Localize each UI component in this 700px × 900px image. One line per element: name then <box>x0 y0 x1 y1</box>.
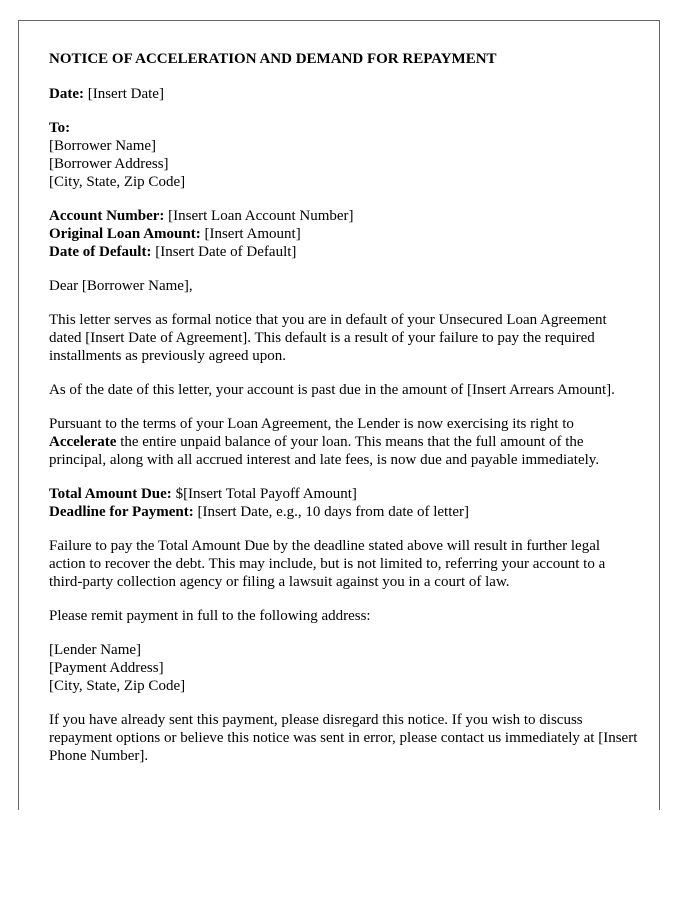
acceleration-bold-word: Accelerate <box>49 434 117 450</box>
deadline-value: [Insert Date, e.g., 10 days from date of letter] <box>193 504 470 520</box>
acceleration-text-start: Pursuant to the terms of your Loan Agreement, the Lender is now exercising its right to <box>49 416 574 432</box>
account-details <box>49 207 639 261</box>
recipient-address: [Borrower Address] <box>49 156 169 172</box>
salutation: Dear [Borrower Name], <box>49 278 193 294</box>
lender-name: [Lender Name] <box>49 642 142 658</box>
recipient-name: [Borrower Name] <box>49 138 157 154</box>
letter-page <box>18 20 660 810</box>
total-due-value: $[Insert Total Payoff Amount] <box>171 486 357 502</box>
date-line <box>49 85 639 103</box>
deadline-label: Deadline for Payment: <box>49 504 194 520</box>
total-due-label: Total Amount Due: <box>49 486 172 502</box>
paragraph-contact: If you have already sent this payment, please disregard this notice. If you wish to discuss repayment options or believe this notice was sent in error, please contact us immediately at [Insert Phone Number]. <box>49 712 638 764</box>
recipient-city: [City, State, Zip Code] <box>49 174 186 190</box>
recipient-block <box>49 119 639 191</box>
paragraph-default-notice: This letter serves as formal notice that you are in default of your Unsecured Loan Agreement dated [Insert Date of Agreement]. This default is a result of your failure to pay the required installments as previously agreed upon. <box>49 312 607 364</box>
letter-body <box>49 50 639 781</box>
payment-city: [City, State, Zip Code] <box>49 678 186 694</box>
paragraph-legal-action: Failure to pay the Total Amount Due by the deadline stated above will result in further legal action to recover the debt. This may include, but is not limited to, referring your account to a third-party collection agency or filing a lawsuit against you in a court of law. <box>49 538 606 590</box>
default-date-label: Date of Default: <box>49 244 152 260</box>
date-value: [Insert Date] <box>83 86 164 102</box>
default-date-value: [Insert Date of Default] <box>151 244 297 260</box>
original-amount-value: [Insert Amount] <box>200 226 301 242</box>
remit-address-block <box>49 641 639 695</box>
original-amount-line <box>49 225 639 243</box>
default-date-line <box>49 243 639 261</box>
payment-address: [Payment Address] <box>49 660 164 676</box>
total-due-line <box>49 485 639 503</box>
paragraph-acceleration <box>49 415 639 469</box>
acceleration-text-end: the entire unpaid balance of your loan. This means that the full amount of the principal, along with all accrued interest and late fees, is now due and payable immediately. <box>49 434 600 468</box>
account-number-line <box>49 207 639 225</box>
to-label: To: <box>49 120 71 136</box>
paragraph-past-due: As of the date of this letter, your account is past due in the amount of [Insert Arrears Amount]. <box>49 382 615 398</box>
date-label: Date: <box>49 86 84 102</box>
letter-title: NOTICE OF ACCELERATION AND DEMAND FOR REPAYMENT <box>49 51 497 67</box>
paragraph-remit-instruction: Please remit payment in full to the following address: <box>49 608 371 624</box>
account-number-value: [Insert Loan Account Number] <box>164 208 354 224</box>
deadline-line <box>49 503 639 521</box>
original-amount-label: Original Loan Amount: <box>49 226 201 242</box>
payment-terms <box>49 485 639 521</box>
account-number-label: Account Number: <box>49 208 165 224</box>
